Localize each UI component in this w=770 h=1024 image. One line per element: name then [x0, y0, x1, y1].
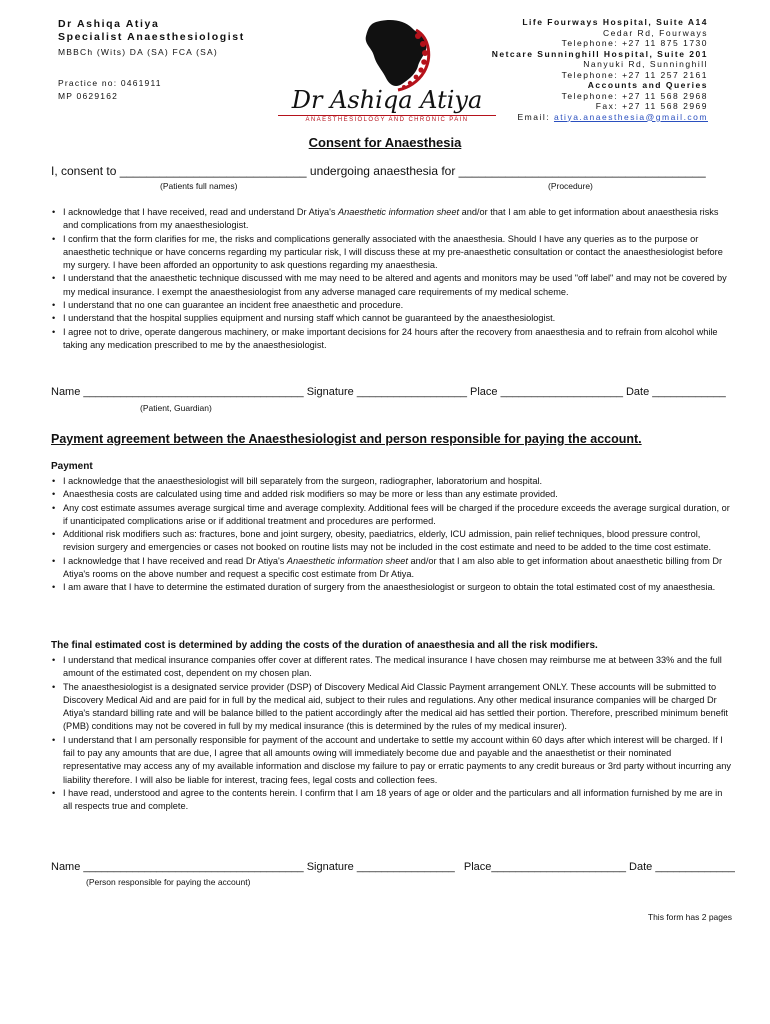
list-item: • The anaesthesiologist is a designated service provider (DSP) of Discovery Medical Aid Classic Payment arrangement ONLY. These accounts will be submitted to Discovery Medical Aid and are paid for in full by the medical aid, subject to their rules and regulations. Any other medical insurance companies will be charged Dr Atiya's standard billing rate and will be balance billed to the patient accordingly after the medical aid has settled their portion. Therefore, prescribed minimum benefit (PMB) conditions may not be covered in full by my medical insurance (this is determined by the rules of my medical insurer).: [51, 681, 731, 734]
mp-number: MP 0629162: [58, 91, 119, 101]
consent-title: Consent for Anaesthesia: [308, 135, 462, 150]
list-item: • Anaesthesia costs are calculated using time and added risk modifiers so may be more or less than any estimate provided.: [51, 488, 731, 501]
doctor-name: Dr Ashiqa Atiya: [58, 18, 160, 30]
final-bullets: [51, 654, 731, 814]
consent-bullets: [51, 206, 731, 352]
page-count-note: This form has 2 pages: [647, 912, 732, 922]
fourways-hospital: Life Fourways Hospital, Suite A14: [522, 17, 708, 27]
fourways-address: Cedar Rd, Fourways: [603, 27, 708, 38]
accounts-phone: Telephone: +27 11 568 2968: [561, 90, 708, 101]
list-item: • I understand that medical insurance companies offer cover at different rates. The medical insurance I have chosen may reimburse me at between 33% and the full amount of the estimated cost, dependent on my chosen plan.: [51, 654, 731, 681]
responsible-person-label: (Person responsible for paying the account): [86, 877, 251, 887]
email-link[interactable]: atiya.anaesthesia@gmail.com: [553, 111, 708, 122]
doctor-title: Specialist Anaesthesiologist: [58, 31, 245, 43]
email-row: [492, 112, 708, 123]
payment-agreement-title: Payment agreement between the Anaesthesiologist and person responsible for paying the account.: [51, 432, 642, 446]
sunninghill-phone: Telephone: +27 11 257 2161: [561, 69, 708, 80]
qualifications: MBBCh (Wits) DA (SA) FCA (SA): [58, 47, 218, 57]
email-label: Email:: [517, 111, 554, 122]
sunninghill-hospital: Netcare Sunninghill Hospital, Suite 201: [491, 48, 708, 59]
consent-signature-line: Name ____________________________________ Signature __________________ Place ____________________ Date ____________: [51, 386, 726, 398]
list-item: • I understand that I am personally responsible for payment of the account and undertake to settle my account within 60 days after which interest will be charged. If I fail to pay any amounts that are due, I agree that all amounts owing will immediately become due and payable and the anaesthetist or their nominated representative may access any of my available information and disclose my failure to pay or erratic payments to any credit bureaus or 3rd party without incurring any liability therefore. I will also be liable for interest, tracing fees, legal costs and collection fees.: [51, 734, 731, 787]
payment-signature-line: Name ____________________________________ Signature ________________ Place______________________ Date _____________: [51, 861, 735, 873]
list-item: • I agree not to drive, operate dangerous machinery, or make important decisions for 24 hours after the recovery from anaesthesia and to refrain from alcohol while taking any medication prescribed to me by the anaesthesiologist.: [51, 326, 731, 353]
logo-script-name: Dr Ashiqa Atiya: [291, 86, 483, 114]
patient-guardian-label: (Patient, Guardian): [140, 403, 212, 413]
sunninghill-address: Nanyuki Rd, Sunninghill: [583, 59, 708, 69]
accounts-fax: Fax: +27 11 568 2969: [595, 101, 708, 111]
fourways-phone: Telephone: +27 11 875 1730: [561, 38, 708, 48]
list-item: • I confirm that the form clarifies for me, the risks and complications generally associated with the anaesthesia. Should I have any queries as to the purpose or anaesthetic technique or have concerns regarding my particular risk, I will discuss these at my pre-anaesthetic consultation or contact the anaesthesiologist before my surgery. I have been afforded an opportunity to ask questions regarding my anaesthesia.: [51, 233, 731, 273]
final-cost-heading: The final estimated cost is determined by adding the costs of the duration of anaesthesia and all the risk modifiers.: [51, 640, 598, 651]
list-item: • Any cost estimate assumes average surgical time and average complexity. Additional fees will be charged if the procedure exceeds the average surgical duration, or if unanticipated complications arise or if additional treatment and procedures are performed.: [51, 502, 731, 529]
list-item: • I understand that the anaesthetic technique discussed with me may need to be altered and agents and monitors may be used "off label" and may not be covered by my medical insurance. I exempt the anaesthesiologist from any adverse managed care requirements of my medical scheme.: [51, 272, 731, 299]
list-item: • I acknowledge that I have received, read and understand Dr Atiya's Anaesthetic information sheet and/or that I am able to get information about anaesthesia risks and complications from my anaesthesiologist.: [51, 206, 731, 233]
payment-bullets: [51, 475, 731, 595]
accounts-heading: Accounts and Queries: [587, 80, 708, 90]
procedure-label: (Procedure): [548, 181, 593, 191]
consent-statement: I, consent to ____________________________ undergoing anaesthesia for _____________________________________: [51, 164, 706, 178]
list-item: • Additional risk modifiers such as: fractures, bone and joint surgery, obesity, paediatrics, elderly, ICU admission, pain relief techniques, blood pressure control, revision surgery and emergencies or cases not booked on routine lists may not be included in the cost estimate and need to be added to the time cost estimate.: [51, 528, 731, 555]
list-item: • I understand that the hospital supplies equipment and nursing staff which cannot be guaranteed by the anaesthesiologist.: [51, 312, 731, 325]
patient-name-label: (Patients full names): [160, 181, 238, 191]
practice-number: Practice no: 0461911: [58, 78, 162, 88]
payment-heading: Payment: [51, 461, 93, 472]
practice-logo: [278, 14, 496, 126]
list-item: • I acknowledge that I have received and read Dr Atiya's Anaesthetic information sheet and/or that I am also able to get information about anaesthetic billing from Dr Atiya's rooms on the above number and request a specific cost estimate from Dr Atiya.: [51, 555, 731, 582]
list-item: • I have read, understood and agree to the contents herein. I confirm that I am 18 years of age or older and the particulars and all information furnished by me are in all respects true and complete.: [51, 787, 731, 814]
contact-block: [492, 17, 708, 122]
logo-tagline: ANAESTHESIOLOGY AND CHRONIC PAIN: [278, 115, 496, 123]
list-item: • I am aware that I have to determine the estimated duration of surgery from the anaesthesiologist or surgeon to obtain the total estimated cost of my anaesthesia.: [51, 581, 731, 594]
list-item: • I acknowledge that the anaesthesiologist will bill separately from the surgeon, radiographer, laboratorium and hospital.: [51, 475, 731, 488]
list-item: • I understand that no one can guarantee an incident free anaesthetic and procedure.: [51, 299, 731, 312]
practitioner-block: [58, 18, 245, 103]
